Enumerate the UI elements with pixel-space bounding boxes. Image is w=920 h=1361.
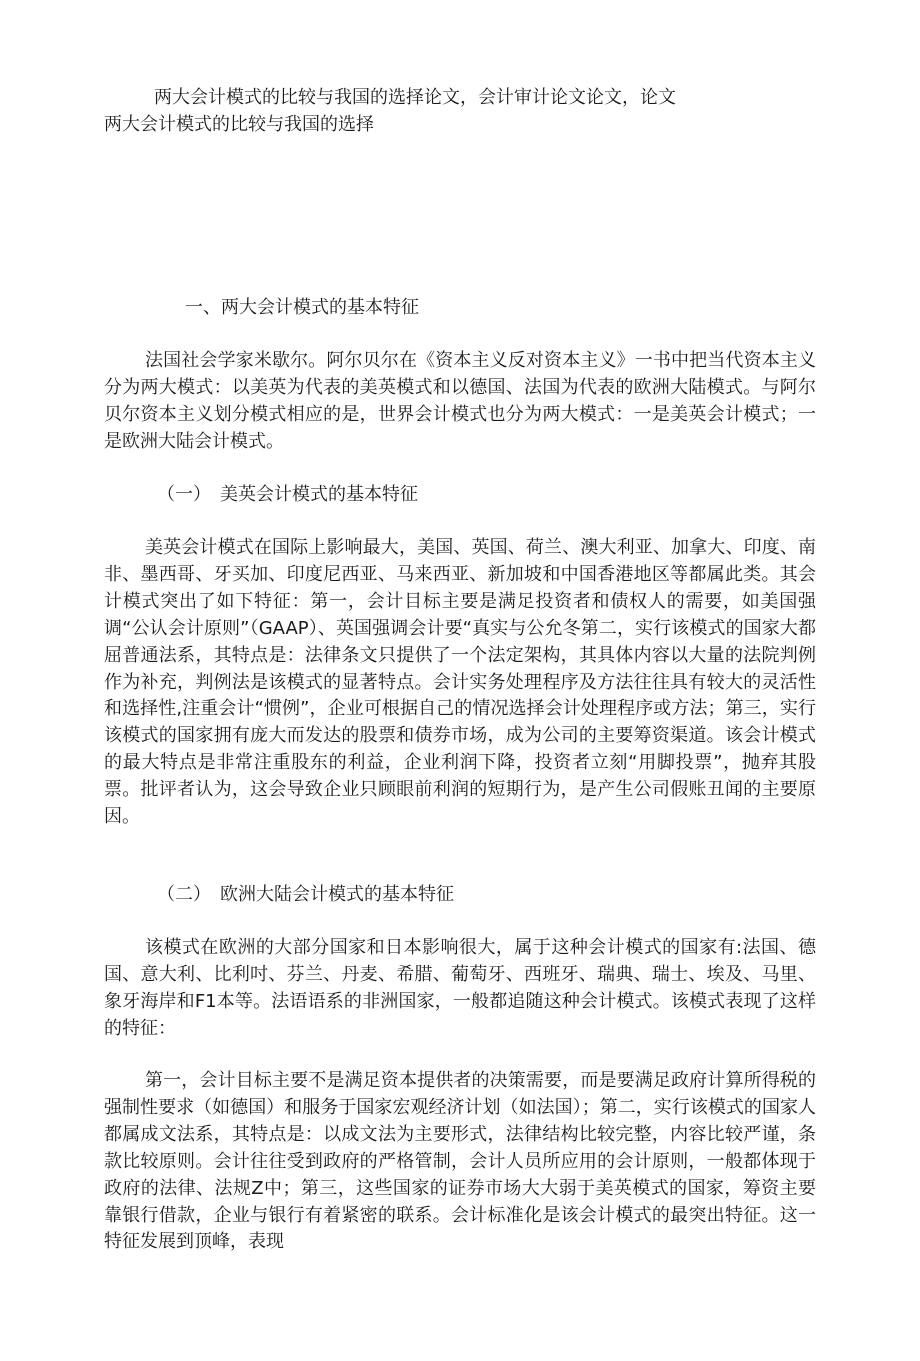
subsection-heading-1: （一） 美英会计模式的基本特征 [157,484,418,505]
section-heading-1: 一、两大会计模式的基本特征 [185,297,419,318]
title-line-1: 两大会计模式的比较与我国的选择论文，会计审计论文论文，论文 [154,87,676,108]
paragraph-anglo-american: 美英会计模式在国际上影响最大，美国、英国、荷兰、澳大利亚、加拿大、印度、南非、墨西哥、牙买加、印度尼西亚、马来西亚、新加坡和中国香港地区等都属此类。其会计模式突出了如下特征：第一，会计目标主要是满足投资者和债权人的需要，如美国强调“公认会计原则”（GAAP）、英国强调会计要“真实与公允冬第二，实行该模式的国家大都屈普通法系，其特点是：法律条文只提供了一个法定架构，其具体内容以大量的法院判例作为补充，判例法是该模式的显著特点。会计实务处理程序及方法往往具有较大的灵活性和选择性,注重会计“惯例”，企业可根据自己的情况选择会计处理程序或方法；第三，实行该模式的国家拥有庞大而发达的股票和债券市场，成为公司的主要筹资渠道。该会计模式的最大特点是非常注重股东的利益，企业利润下降，投资者立刻“用脚投票”，抛弃其股票。批评者认为，这会导致企业只顾眼前利润的短期行为，是产生公司假账丑闻的主要原因。 [104,537,816,828]
title-line-2: 两大会计模式的比较与我国的选择 [104,114,374,135]
paragraph-continental: 该模式在欧洲的大部分国家和日本影响很大，属于这种会计模式的国家有:法国、德国、意大利、比利吋、芬兰、丹麦、希腊、葡萄牙、西班牙、瑞典、瑞士、埃及、马里、象牙海岸和F1本等。法语语系的非洲国家，一般都追随这种会计模式。该模式表现了这样的特征： [104,937,816,1039]
subsection-heading-2: （二） 欧洲大陆会计模式的基本特征 [157,884,454,905]
paragraph-intro: 法国社会学家米歇尔。阿尔贝尔在《资本主义反对资本主义》一书中把当代资本主义分为两大模式：以美英为代表的美英模式和以德国、法国为代表的欧洲大陆模式。与阿尔贝尔资本主义划分模式相应的是，世界会计模式也分为两大模式：一是美英会计模式；一是欧洲大陆会计模式。 [104,350,816,452]
paragraph-continental-features: 第一，会计目标主要不是满足资本提供者的决策需要，而是要满足政府计算所得税的强制性要求（如德国）和服务于国家宏观经济计划（如法国）；第二，实行该模式的国家人都属成文法系，其特点是：以成文法为主要形式，法律结构比较完整，内容比较严谨，条款比较原则。会计往往受到政府的严格管制，会计人员所应用的会计原则，一般都体现于政府的法律、法规Z中；第三，这些国家的证券市场大大弱于美英模式的国家，筹资主要靠银行借款，企业与银行有着紧密的联系。会计标准化是该会计模式的最突出特征。这一特征发展到顶峰，表现 [104,1070,816,1253]
document-title [104,84,824,138]
